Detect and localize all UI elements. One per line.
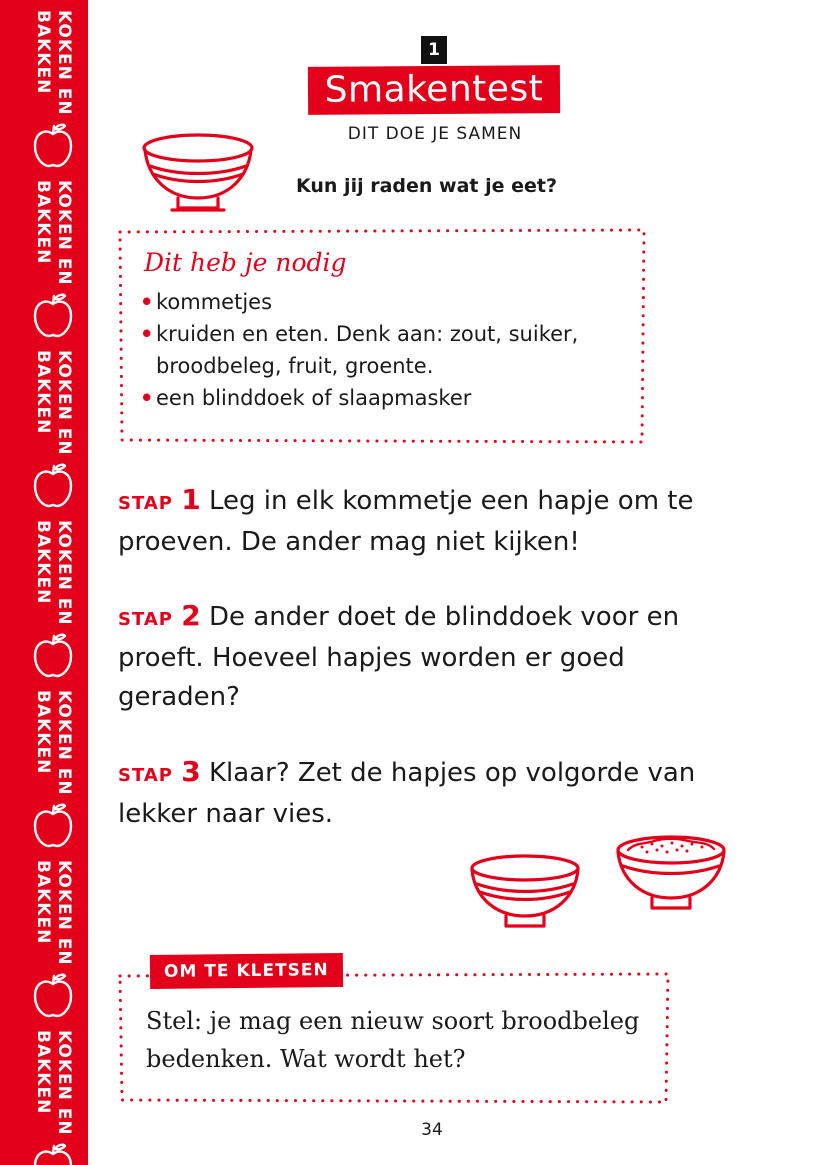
step-text: De ander doet de blinddoek voor en proeft. Hoeveel hapjes worden er goed geraden? bbox=[118, 602, 680, 712]
side-band-unit bbox=[0, 166, 88, 336]
side-band-label-line: BAKKEN bbox=[33, 860, 53, 945]
apple-icon bbox=[32, 292, 74, 338]
side-band-unit bbox=[0, 676, 88, 846]
side-band-label-line: BAKKEN bbox=[33, 520, 53, 605]
side-band-label-line: KOKEN EN bbox=[54, 1030, 74, 1136]
step-label: STAP bbox=[118, 765, 173, 786]
page-title: Smakentest bbox=[308, 65, 560, 115]
side-band-unit bbox=[0, 1016, 88, 1165]
apple-icon bbox=[32, 972, 74, 1018]
step-3 bbox=[118, 752, 698, 834]
side-band-unit bbox=[0, 0, 88, 166]
side-band-label-line: KOKEN EN bbox=[54, 180, 74, 286]
bowl-icon bbox=[466, 850, 584, 934]
materials-box bbox=[118, 228, 646, 444]
step-text: Klaar? Zet de hapjes op volgorde van lekker naar vies. bbox=[118, 758, 696, 829]
step-number: 2 bbox=[181, 599, 201, 632]
side-band-label-line: BAKKEN bbox=[33, 180, 53, 265]
bullet-icon: • bbox=[140, 290, 154, 314]
page-subtitle: DIT DOE JE SAMEN bbox=[347, 124, 523, 144]
side-band-label-line: BAKKEN bbox=[33, 690, 53, 775]
side-band-unit bbox=[0, 506, 88, 676]
side-band-label-line: BAKKEN bbox=[33, 10, 53, 95]
lesson-number: 1 bbox=[421, 36, 447, 64]
bullet-icon: • bbox=[140, 386, 154, 410]
step-label: STAP bbox=[118, 493, 173, 514]
side-band-label-line: KOKEN EN bbox=[54, 350, 74, 456]
step-label: STAP bbox=[118, 609, 173, 630]
step-1 bbox=[118, 480, 698, 562]
step-number: 3 bbox=[181, 755, 201, 788]
step-2 bbox=[118, 596, 698, 717]
apple-icon bbox=[32, 632, 74, 678]
apple-icon bbox=[32, 1142, 74, 1165]
side-band bbox=[0, 0, 88, 1165]
apple-icon bbox=[32, 462, 74, 508]
list-item: • kommetjes bbox=[140, 286, 638, 318]
side-band-label-line: BAKKEN bbox=[33, 1030, 53, 1115]
side-band-label-line: KOKEN EN bbox=[54, 690, 74, 796]
list-item: • een blinddoek of slaapmasker bbox=[140, 382, 638, 414]
side-band-label-line: BAKKEN bbox=[33, 350, 53, 435]
side-band-unit bbox=[0, 846, 88, 1016]
list-item: • kruiden en eten. Denk aan: zout, suiker, broodbeleg, fruit, groente. bbox=[140, 318, 638, 382]
bowl-with-food-icon bbox=[612, 830, 730, 914]
step-text: Leg in elk kommetje een hapje om te proeven. De ander mag niet kijken! bbox=[118, 486, 694, 557]
materials-list bbox=[140, 286, 638, 414]
intro-question: Kun jij raden wat je eet? bbox=[296, 175, 557, 197]
materials-heading: Dit heb je nodig bbox=[144, 248, 347, 277]
page-number: 34 bbox=[421, 1120, 443, 1140]
apple-icon bbox=[32, 802, 74, 848]
talk-box bbox=[118, 960, 670, 1106]
talk-label: OM TE KLETSEN bbox=[150, 953, 343, 989]
bullet-icon: • bbox=[140, 322, 154, 346]
apple-icon bbox=[32, 122, 74, 168]
step-number: 1 bbox=[181, 483, 201, 516]
talk-text: Stel: je mag een nieuw soort broodbeleg bedenken. Wat wordt het? bbox=[146, 1007, 640, 1073]
side-band-label-line: KOKEN EN bbox=[54, 10, 74, 116]
side-band-unit bbox=[0, 336, 88, 506]
bowl-icon bbox=[138, 130, 258, 216]
side-band-label-line: KOKEN EN bbox=[54, 520, 74, 626]
side-band-label-line: KOKEN EN bbox=[54, 860, 74, 966]
